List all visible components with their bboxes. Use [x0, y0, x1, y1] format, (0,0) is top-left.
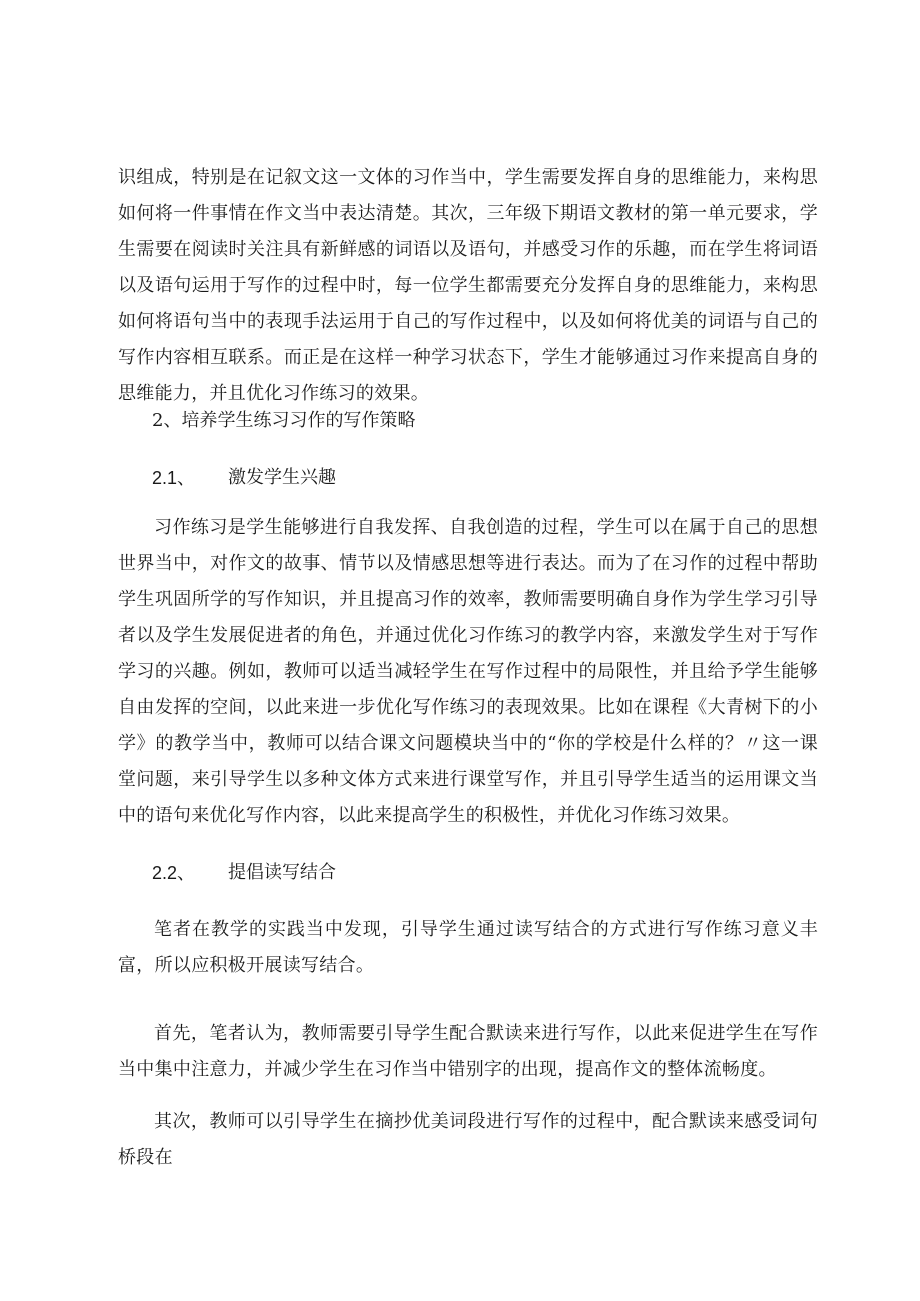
subsection-number: 2.1、: [152, 468, 196, 488]
paragraph-excerpt-phrases: 其次，教师可以引导学生在摘抄优美词段进行写作的过程中，配合默读来感受词句桥段在: [118, 1111, 818, 1168]
paragraph-reading-writing-combination: 笔者在教学的实践当中发现，引导学生通过读写结合的方式进行写作练习意义丰富，所以应积极开展读写结合。: [118, 919, 818, 976]
subsection-number: 2.2、: [152, 863, 196, 883]
subsection-title: 提倡读写结合: [228, 862, 336, 883]
paragraph-stimulate-interest: 习作练习是学生能够进行自我发挥、自我创造的过程，学生可以在属于自己的思想世界当中，对作文的故事、情节以及情感思想等进行表达。而为了在习作的过程中帮助学生巩固所学的写作知识，并且提高习作的效率，教师需要明确自身作为学生学习引导者以及学生发展促进者的角色，并通过优化习作练习的教学内容，来激发学生对于写作学习的兴趣。例如，教师可以适当减轻学生在写作过程中的局限性，并且给予学生能够自由发挥的空间，以此来进一步优化写作练习的表现效果。比如在课程《大青树下的小学》的教学当中，教师可以结合课文问题模块当中的“你的学校是什么样的？〃这一课堂问题，来引导学生以多种文体方式来进行课堂写作，并且引导学生适当的运用课文当中的语句来优化写作内容，以此来提高学生的积极性，并优化习作练习效果。: [118, 517, 818, 826]
paragraph-silent-reading: 首先，笔者认为，教师需要引导学生配合默读来进行写作，以此来促进学生在写作当中集中注意力，并减少学生在习作当中错别字的出现，提高作文的整体流畅度。: [118, 1023, 818, 1080]
subsection-title: 激发学生兴趣: [228, 467, 336, 488]
paragraph-thinking-ability: 识组成，特别是在记叙文这一文体的习作当中，学生需要发挥自身的思维能力，来构思如何将一件事情在作文当中表达清楚。其次，三年级下期语文教材的第一单元要求，学生需要在阅读时关注具有新鲜感的词语以及语句，并感受习作的乐趣，而在学生将词语以及语句运用于写作的过程中时，每一位学生都需要充分发挥自身的思维能力，来构思如何将语句当中的表现手法运用于自己的写作过程中，以及如何将优美的词语与自己的写作内容相互联系。而正是在这样一种学习状态下，学生才能够通过习作来提高自身的思维能力，并且优化习作练习的效果。: [118, 167, 818, 404]
section-heading-writing-strategies: 2、培养学生练习习作的写作策略: [152, 410, 416, 431]
